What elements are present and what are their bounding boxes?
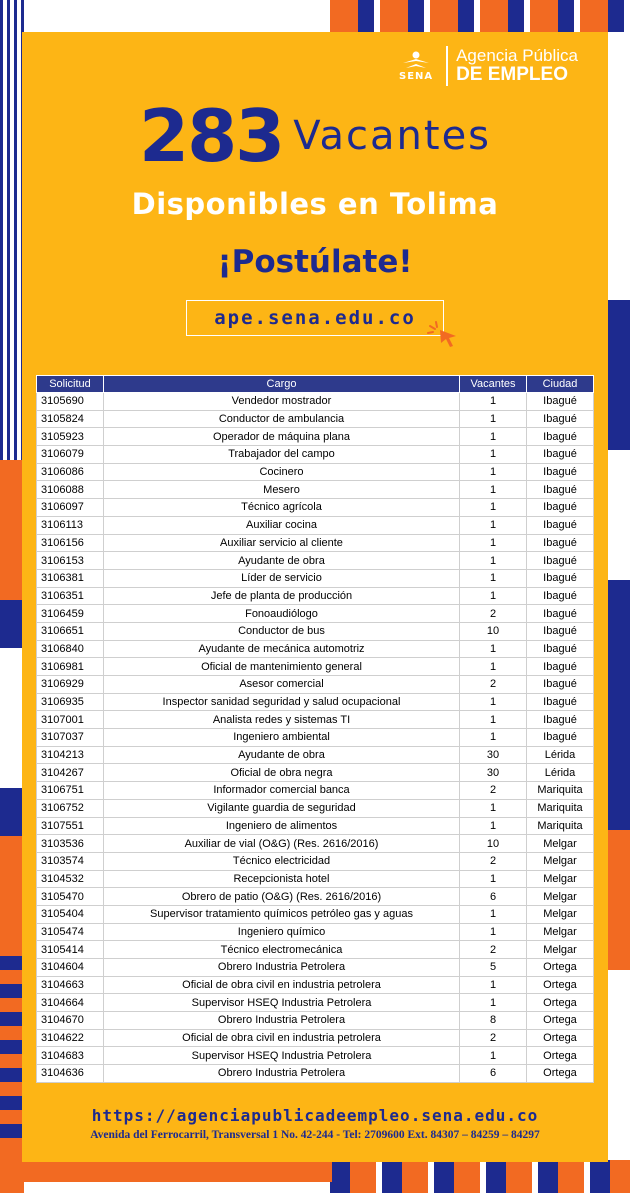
- cell-vacantes: 10: [460, 835, 527, 853]
- cell-cargo: Vendedor mostrador: [104, 393, 460, 411]
- cell-cargo: Ayudante de obra: [104, 552, 460, 570]
- cell-solicitud: 3105414: [37, 941, 104, 959]
- cell-solicitud: 3104213: [37, 746, 104, 764]
- cell-ciudad: Lérida: [527, 746, 594, 764]
- footer-address: Avenida del Ferrocarril, Transversal 1 No. 42-244 - Tel: 2709600 Ext. 84307 – 84259 – 84297: [90, 1129, 540, 1141]
- cell-ciudad: Ibagué: [527, 516, 594, 534]
- cell-solicitud: 3104622: [37, 1029, 104, 1047]
- table-row: [37, 463, 594, 481]
- cell-solicitud: 3104664: [37, 994, 104, 1012]
- headline: [22, 94, 608, 178]
- table-row: [37, 905, 594, 923]
- table-row: [37, 1065, 594, 1083]
- table-row: [37, 640, 594, 658]
- cell-ciudad: Lérida: [527, 764, 594, 782]
- table-row: [37, 959, 594, 977]
- left-stripe-decoration: [0, 0, 24, 460]
- sena-logo-icon: [394, 44, 438, 88]
- cell-solicitud: 3106351: [37, 587, 104, 605]
- header-solicitud: Solicitud: [37, 376, 104, 393]
- cell-cargo: Trabajador del campo: [104, 446, 460, 464]
- cell-ciudad: Melgar: [527, 835, 594, 853]
- cell-ciudad: Melgar: [527, 905, 594, 923]
- cell-solicitud: 3106156: [37, 534, 104, 552]
- cell-vacantes: 1: [460, 729, 527, 747]
- header-cargo: Cargo: [104, 376, 460, 393]
- cell-vacantes: 1: [460, 711, 527, 729]
- cell-vacantes: 1: [460, 393, 527, 411]
- cell-vacantes: 1: [460, 516, 527, 534]
- table-row: [37, 499, 594, 517]
- cell-vacantes: 1: [460, 481, 527, 499]
- table-row: [37, 534, 594, 552]
- call-to-action: ¡Postúlate!: [217, 244, 413, 280]
- logo-text: [456, 47, 578, 85]
- cell-cargo: Inspector sanidad seguridad y salud ocupacional: [104, 693, 460, 711]
- table-row: [37, 941, 594, 959]
- cell-solicitud: 3106086: [37, 463, 104, 481]
- cell-ciudad: Ibagué: [527, 658, 594, 676]
- cell-cargo: Analista redes y sistemas TI: [104, 711, 460, 729]
- cell-ciudad: Ortega: [527, 976, 594, 994]
- cell-vacantes: 1: [460, 552, 527, 570]
- vacancy-word: Vacantes: [293, 113, 492, 159]
- cell-vacantes: 1: [460, 994, 527, 1012]
- cell-ciudad: Melgar: [527, 870, 594, 888]
- table-row: [37, 729, 594, 747]
- cell-cargo: Auxiliar de vial (O&G) (Res. 2616/2016): [104, 835, 460, 853]
- cell-ciudad: Ortega: [527, 1065, 594, 1083]
- cell-solicitud: 3106752: [37, 799, 104, 817]
- table-row: [37, 799, 594, 817]
- cell-solicitud: 3106088: [37, 481, 104, 499]
- cell-solicitud: 3107001: [37, 711, 104, 729]
- cell-cargo: Supervisor HSEQ Industria Petrolera: [104, 994, 460, 1012]
- cell-vacantes: 1: [460, 463, 527, 481]
- cell-cargo: Mesero: [104, 481, 460, 499]
- cell-cargo: Técnico electromecánica: [104, 941, 460, 959]
- cell-vacantes: 1: [460, 410, 527, 428]
- cell-cargo: Ayudante de obra: [104, 746, 460, 764]
- cell-ciudad: Ibagué: [527, 428, 594, 446]
- cell-ciudad: Ibagué: [527, 534, 594, 552]
- cell-vacantes: 1: [460, 569, 527, 587]
- cell-ciudad: Ibagué: [527, 693, 594, 711]
- cell-vacantes: 1: [460, 587, 527, 605]
- cell-ciudad: Ortega: [527, 994, 594, 1012]
- cell-vacantes: 1: [460, 658, 527, 676]
- cell-solicitud: 3106459: [37, 605, 104, 623]
- cell-solicitud: 3106840: [37, 640, 104, 658]
- header-vacantes: Vacantes: [460, 376, 527, 393]
- table-row: [37, 817, 594, 835]
- cell-cargo: Ayudante de mecánica automotriz: [104, 640, 460, 658]
- table-row: [37, 782, 594, 800]
- cell-solicitud: 3105923: [37, 428, 104, 446]
- cell-cargo: Oficial de obra civil en industria petrolera: [104, 976, 460, 994]
- vacancy-count: 283: [138, 94, 284, 178]
- cell-ciudad: Ortega: [527, 959, 594, 977]
- table-row: [37, 1047, 594, 1065]
- cell-cargo: Jefe de planta de producción: [104, 587, 460, 605]
- sena-mark-text: SENA: [399, 70, 434, 82]
- cell-cargo: Supervisor tratamiento químicos petróleo gas y aguas: [104, 905, 460, 923]
- cell-solicitud: 3106935: [37, 693, 104, 711]
- table-row: [37, 835, 594, 853]
- cell-solicitud: 3106929: [37, 676, 104, 694]
- table-row: [37, 888, 594, 906]
- cell-solicitud: 3103574: [37, 852, 104, 870]
- cell-solicitud: 3105404: [37, 905, 104, 923]
- cell-solicitud: 3106097: [37, 499, 104, 517]
- cell-ciudad: Mariquita: [527, 782, 594, 800]
- website-link[interactable]: ape.sena.edu.co: [186, 300, 444, 336]
- cell-ciudad: Ibagué: [527, 729, 594, 747]
- cell-solicitud: 3104267: [37, 764, 104, 782]
- table-row: [37, 976, 594, 994]
- cell-ciudad: Melgar: [527, 941, 594, 959]
- table-row: [37, 676, 594, 694]
- logo-divider: [446, 46, 448, 86]
- bottom-stripe-decoration: [330, 1160, 630, 1193]
- cell-cargo: Recepcionista hotel: [104, 870, 460, 888]
- cell-solicitud: 3106981: [37, 658, 104, 676]
- cell-solicitud: 3104532: [37, 870, 104, 888]
- table-row: [37, 410, 594, 428]
- cell-ciudad: Ibagué: [527, 499, 594, 517]
- cell-solicitud: 3104683: [37, 1047, 104, 1065]
- cell-vacantes: 6: [460, 888, 527, 906]
- cell-vacantes: 1: [460, 499, 527, 517]
- cell-cargo: Cocinero: [104, 463, 460, 481]
- cell-solicitud: 3105824: [37, 410, 104, 428]
- cell-vacantes: 1: [460, 1047, 527, 1065]
- table-row: [37, 446, 594, 464]
- top-stripe-decoration: [330, 0, 630, 32]
- cell-cargo: Conductor de bus: [104, 622, 460, 640]
- cell-solicitud: 3104663: [37, 976, 104, 994]
- cell-solicitud: 3106113: [37, 516, 104, 534]
- cell-vacantes: 30: [460, 746, 527, 764]
- bottom-orange-bar: [20, 1162, 332, 1182]
- cell-ciudad: Melgar: [527, 852, 594, 870]
- cell-cargo: Informador comercial banca: [104, 782, 460, 800]
- cell-solicitud: 3106751: [37, 782, 104, 800]
- cell-solicitud: 3104604: [37, 959, 104, 977]
- cell-cargo: Líder de servicio: [104, 569, 460, 587]
- cell-cargo: Obrero Industria Petrolera: [104, 1065, 460, 1083]
- cell-solicitud: 3107037: [37, 729, 104, 747]
- cell-ciudad: Ibagué: [527, 640, 594, 658]
- cell-ciudad: Ortega: [527, 1047, 594, 1065]
- cell-vacantes: 6: [460, 1065, 527, 1083]
- table-row: [37, 1029, 594, 1047]
- subtitle: Disponibles en Tolima: [131, 187, 499, 221]
- cell-vacantes: 8: [460, 1012, 527, 1030]
- cell-vacantes: 1: [460, 534, 527, 552]
- cell-ciudad: Mariquita: [527, 817, 594, 835]
- table-row: [37, 552, 594, 570]
- cell-cargo: Oficial de mantenimiento general: [104, 658, 460, 676]
- cell-cargo: Técnico electricidad: [104, 852, 460, 870]
- cell-vacantes: 1: [460, 446, 527, 464]
- table-row: [37, 393, 594, 411]
- cell-cargo: Vigilante guardia de seguridad: [104, 799, 460, 817]
- logo-line-1: Agencia Pública: [456, 46, 578, 66]
- click-cursor-icon: [426, 320, 460, 350]
- cell-vacantes: 1: [460, 905, 527, 923]
- cell-solicitud: 3107551: [37, 817, 104, 835]
- cell-vacantes: 2: [460, 676, 527, 694]
- cell-ciudad: Ibagué: [527, 587, 594, 605]
- cell-cargo: Asesor comercial: [104, 676, 460, 694]
- header-ciudad: Ciudad: [527, 376, 594, 393]
- cell-ciudad: Ibagué: [527, 463, 594, 481]
- cell-vacantes: 2: [460, 605, 527, 623]
- cell-vacantes: 1: [460, 640, 527, 658]
- cell-vacantes: 1: [460, 976, 527, 994]
- cell-ciudad: Ibagué: [527, 410, 594, 428]
- table-row: [37, 605, 594, 623]
- cell-cargo: Auxiliar cocina: [104, 516, 460, 534]
- cell-ciudad: Ibagué: [527, 622, 594, 640]
- cell-cargo: Conductor de ambulancia: [104, 410, 460, 428]
- cell-solicitud: 3105470: [37, 888, 104, 906]
- right-block-decoration: [608, 300, 630, 1193]
- vacancies-table: [36, 375, 594, 1083]
- table-row: [37, 658, 594, 676]
- cell-solicitud: 3106079: [37, 446, 104, 464]
- cell-ciudad: Ortega: [527, 1012, 594, 1030]
- cell-solicitud: 3106153: [37, 552, 104, 570]
- cell-vacantes: 1: [460, 923, 527, 941]
- cell-cargo: Oficial de obra negra: [104, 764, 460, 782]
- cell-vacantes: 1: [460, 817, 527, 835]
- left-block-decoration: [0, 460, 24, 1193]
- cell-ciudad: Melgar: [527, 923, 594, 941]
- cell-vacantes: 2: [460, 852, 527, 870]
- cell-vacantes: 1: [460, 870, 527, 888]
- cell-ciudad: Ibagué: [527, 605, 594, 623]
- table-row: [37, 587, 594, 605]
- table-row: [37, 622, 594, 640]
- table-row: [37, 746, 594, 764]
- cell-solicitud: 3106651: [37, 622, 104, 640]
- table-row: [37, 693, 594, 711]
- table-row: [37, 923, 594, 941]
- cell-ciudad: Ibagué: [527, 676, 594, 694]
- cell-solicitud: 3106381: [37, 569, 104, 587]
- cell-vacantes: 10: [460, 622, 527, 640]
- cell-ciudad: Mariquita: [527, 799, 594, 817]
- cell-cargo: Auxiliar servicio al cliente: [104, 534, 460, 552]
- table-row: [37, 516, 594, 534]
- cell-ciudad: Ibagué: [527, 446, 594, 464]
- cell-cargo: Obrero Industria Petrolera: [104, 959, 460, 977]
- cell-cargo: Técnico agrícola: [104, 499, 460, 517]
- table-row: [37, 994, 594, 1012]
- cell-cargo: Obrero de patio (O&G) (Res. 2616/2016): [104, 888, 460, 906]
- table-row: [37, 481, 594, 499]
- cell-ciudad: Ortega: [527, 1029, 594, 1047]
- cell-ciudad: Ibagué: [527, 393, 594, 411]
- cell-solicitud: 3105474: [37, 923, 104, 941]
- cell-solicitud: 3104670: [37, 1012, 104, 1030]
- cell-ciudad: Ibagué: [527, 569, 594, 587]
- cell-solicitud: 3104636: [37, 1065, 104, 1083]
- table-row: [37, 764, 594, 782]
- cell-solicitud: 3103536: [37, 835, 104, 853]
- logo-line-2: DE EMPLEO: [456, 63, 568, 85]
- cell-vacantes: 5: [460, 959, 527, 977]
- cell-vacantes: 2: [460, 1029, 527, 1047]
- cell-vacantes: 1: [460, 799, 527, 817]
- table-row: [37, 870, 594, 888]
- cell-vacantes: 2: [460, 782, 527, 800]
- flyer-panel: [22, 32, 608, 1162]
- table-row: [37, 569, 594, 587]
- cell-vacantes: 1: [460, 693, 527, 711]
- table-row: [37, 1012, 594, 1030]
- cell-cargo: Oficial de obra civil en industria petrolera: [104, 1029, 460, 1047]
- cell-ciudad: Ibagué: [527, 711, 594, 729]
- cell-vacantes: 2: [460, 941, 527, 959]
- cell-solicitud: 3105690: [37, 393, 104, 411]
- cell-cargo: Obrero Industria Petrolera: [104, 1012, 460, 1030]
- table-row: [37, 711, 594, 729]
- cell-ciudad: Ibagué: [527, 552, 594, 570]
- table-row: [37, 852, 594, 870]
- cell-ciudad: Ibagué: [527, 481, 594, 499]
- table-header-row: [37, 376, 594, 393]
- table-row: [37, 428, 594, 446]
- footer-url[interactable]: https://agenciapublicadeempleo.sena.edu.co: [91, 1106, 539, 1125]
- agencia-logo: [394, 44, 578, 88]
- cell-cargo: Operador de máquina plana: [104, 428, 460, 446]
- cell-cargo: Ingeniero químico: [104, 923, 460, 941]
- cell-vacantes: 30: [460, 764, 527, 782]
- cell-ciudad: Melgar: [527, 888, 594, 906]
- cell-vacantes: 1: [460, 428, 527, 446]
- cell-cargo: Fonoaudiólogo: [104, 605, 460, 623]
- cell-cargo: Ingeniero de alimentos: [104, 817, 460, 835]
- cell-cargo: Supervisor HSEQ Industria Petrolera: [104, 1047, 460, 1065]
- cell-cargo: Ingeniero ambiental: [104, 729, 460, 747]
